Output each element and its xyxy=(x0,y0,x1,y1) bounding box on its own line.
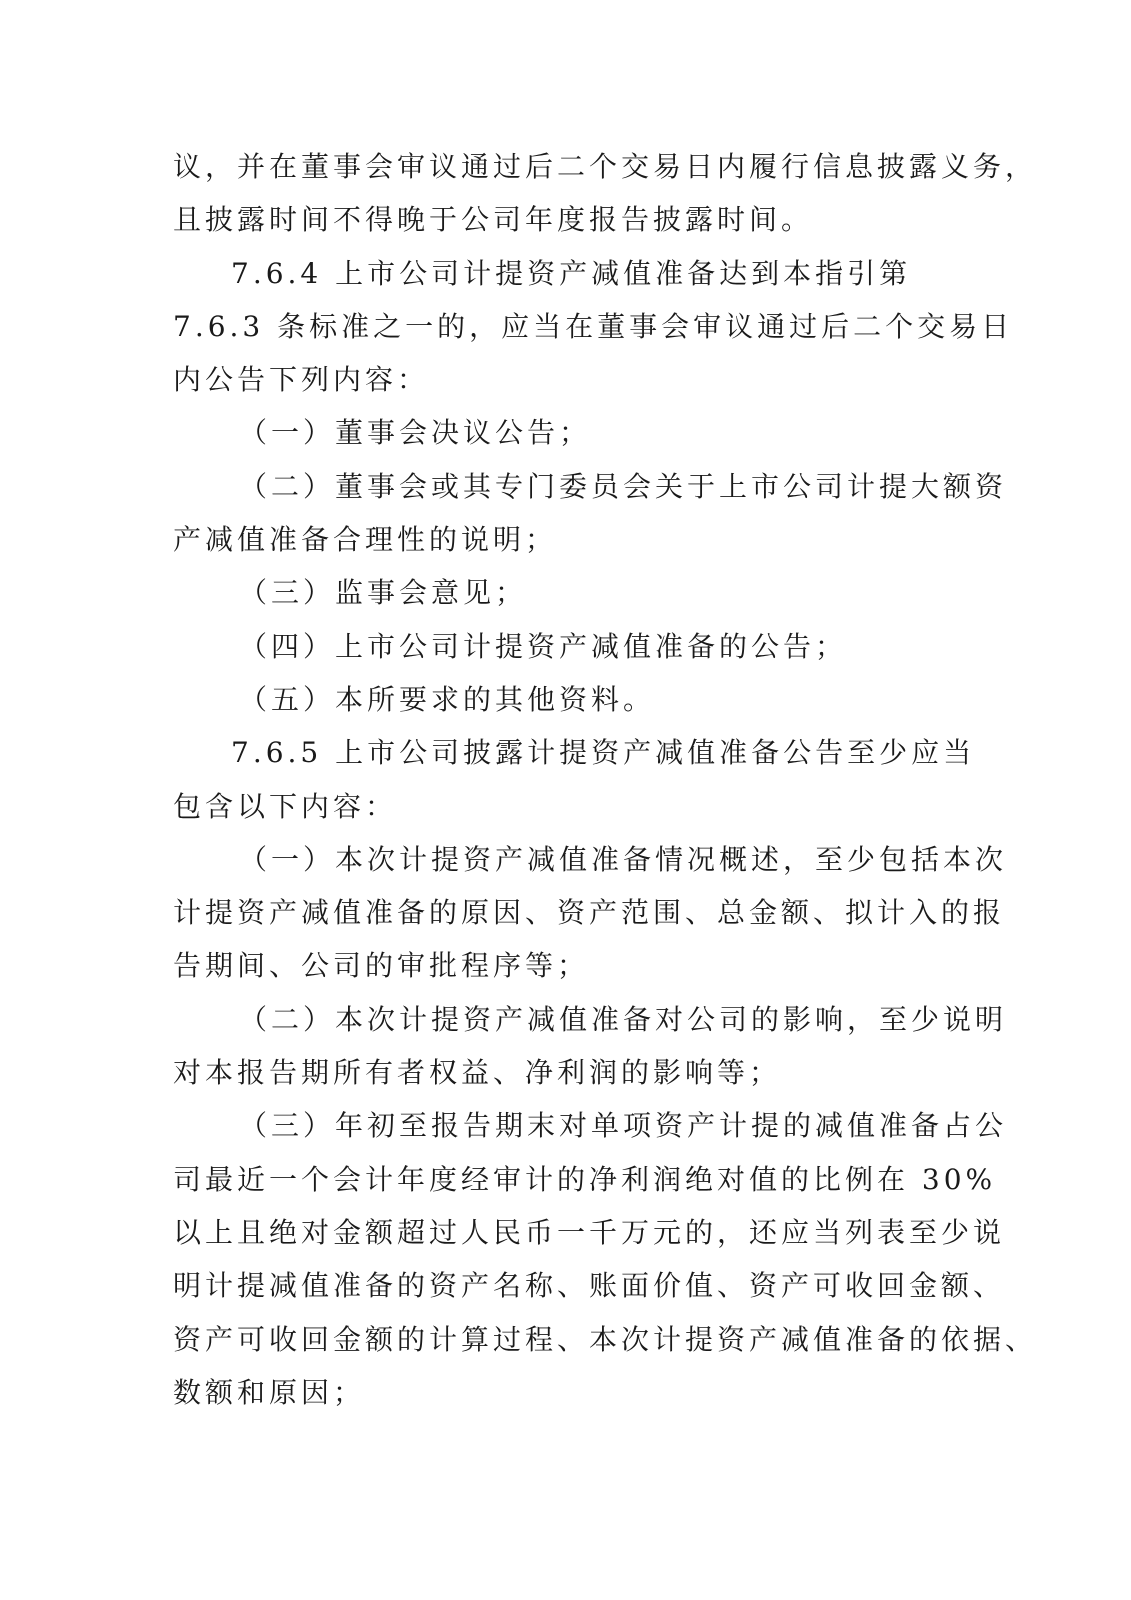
text-line: 司最近一个会计年度经审计的净利润绝对值的比例在 30% xyxy=(173,1162,997,1196)
list-item: （三）监事会意见； xyxy=(239,576,528,610)
list-item: （一）董事会决议公告； xyxy=(239,416,592,450)
text-line: 内公告下列内容： xyxy=(173,363,430,397)
list-item: （一）本次计提资产减值准备情况概述，至少包括本次 xyxy=(239,842,1008,876)
list-item: （二）董事会或其专门委员会关于上市公司计提大额资 xyxy=(239,469,1008,503)
text-line: 告期间、公司的审批程序等； xyxy=(173,949,590,983)
list-item: （三）年初至报告期末对单项资产计提的减值准备占公 xyxy=(239,1109,1008,1143)
text-line: 对本报告期所有者权益、净利润的影响等； xyxy=(173,1056,782,1090)
text-line: 产减值准备合理性的说明； xyxy=(173,523,558,557)
list-item: （二）本次计提资产减值准备对公司的影响，至少说明 xyxy=(239,1002,1008,1036)
section-heading-7-6-5: 7.6.5 上市公司披露计提资产减值准备公告至少应当 xyxy=(231,736,976,770)
text-line: 资产可收回金额的计算过程、本次计提资产减值准备的依据、 xyxy=(173,1322,1038,1356)
list-item: （四）上市公司计提资产减值准备的公告； xyxy=(239,629,848,663)
list-item: （五）本所要求的其他资料。 xyxy=(239,682,656,716)
text-line: 7.6.3 条标准之一的，应当在董事会审议通过后二个交易日 xyxy=(173,309,1014,343)
section-heading-7-6-4: 7.6.4 上市公司计提资产减值准备达到本指引第 xyxy=(231,256,912,290)
text-line: 议，并在董事会审议通过后二个交易日内履行信息披露义务， xyxy=(173,150,1038,183)
text-line: 计提资产减值准备的原因、资产范围、总金额、拟计入的报 xyxy=(173,896,1006,930)
text-line: 明计提减值准备的资产名称、账面价值、资产可收回金额、 xyxy=(173,1269,1006,1303)
text-line: 数额和原因； xyxy=(173,1375,366,1409)
document-page xyxy=(173,140,1038,1419)
text-line: 以上且绝对金额超过人民币一千万元的，还应当列表至少说 xyxy=(173,1215,1006,1249)
text-line: 且披露时间不得晚于公司年度报告披露时间。 xyxy=(173,203,814,237)
text-line: 包含以下内容： xyxy=(173,789,398,823)
